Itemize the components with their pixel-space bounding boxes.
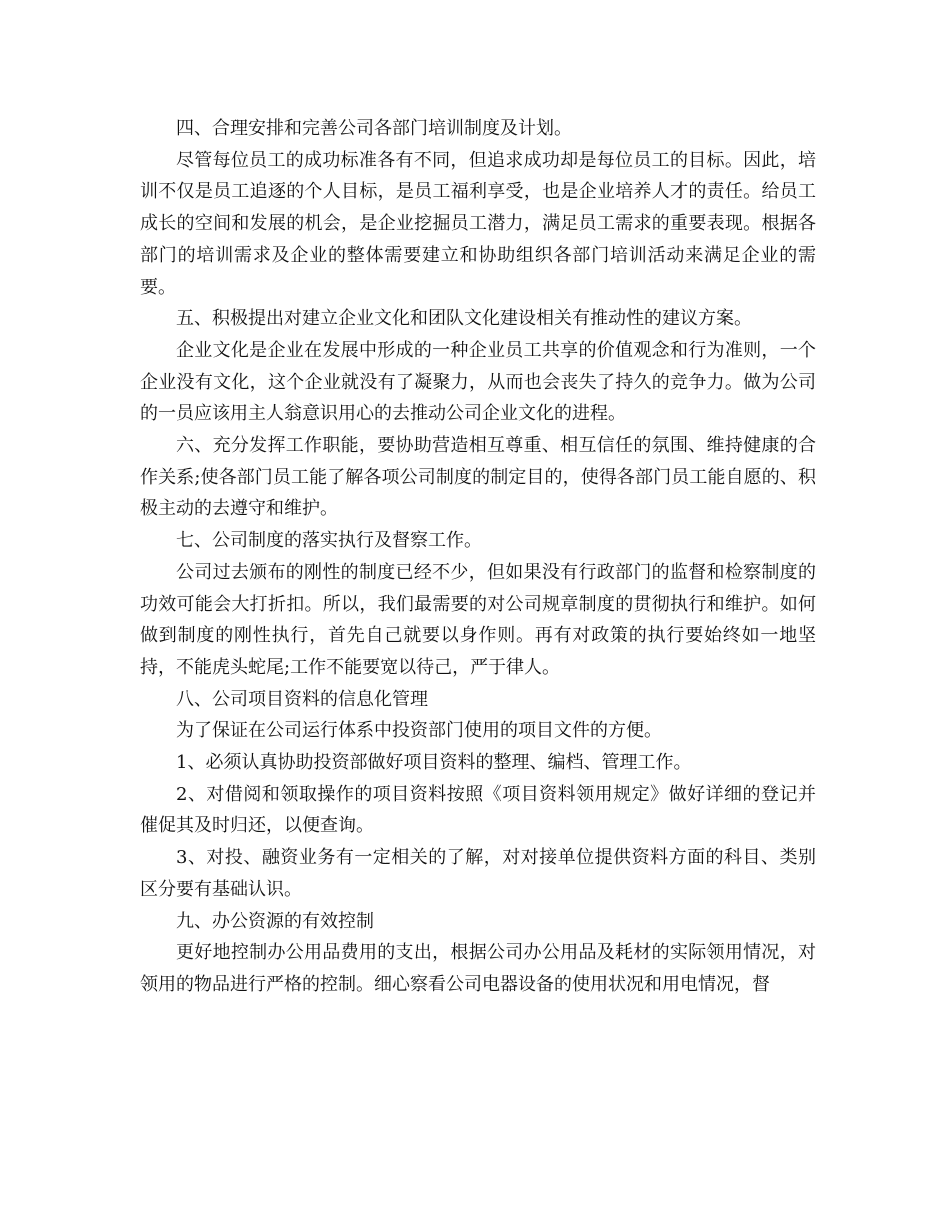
section-heading-6: 六、充分发挥工作职能，要协助营造相互尊重、相互信任的氛围、维持健康的合作关系;使各部门员工能了解各项公司制度的制定目的，使得各部门员工能自愿的、积极主动的去遵守和维护。 xyxy=(140,435,816,520)
section-heading-8: 八、公司项目资料的信息化管理 xyxy=(176,688,428,710)
section-heading-4: 四、合理安排和完善公司各部门培训制度及计划。 xyxy=(176,118,572,139)
list-item-2: 2、对借阅和领取操作的项目资料按照《项目资料领用规定》做好详细的登记并催促其及时归还，以便查询。 xyxy=(140,783,816,837)
list-item-1: 1、必须认真协助投资部做好项目资料的整理、编档、管理工作。 xyxy=(176,752,692,774)
list-item-3: 3、对投、融资业务有一定相关的了解，对对接单位提供资料方面的科目、类别区分要有基础认识。 xyxy=(140,847,816,900)
section-heading-5: 五、积极提出对建立企业文化和团队文化建设相关有推动性的建议方案。 xyxy=(176,308,752,330)
paragraph-regulations: 公司过去颁布的刚性的制度已经不少，但如果没有行政部门的监督和检察制度的功效可能会大打折扣。所以，我们最需要的对公司规章制度的贯彻执行和维护。如何做到制度的刚性执行，首先自己就要以身作则。再有对政策的执行要始终如一地坚持，不能虎头蛇尾;工作不能要宽以待己，严于律人。 xyxy=(140,561,816,678)
paragraph-project-files: 为了保证在公司运行体系中投资部门使用的项目文件的方便。 xyxy=(176,720,662,742)
section-heading-7: 七、公司制度的落实执行及督察工作。 xyxy=(176,530,482,552)
document-body xyxy=(140,113,816,1001)
paragraph-office-resources: 更好地控制办公用品费用的支出，根据公司办公用品及耗材的实际领用情况，对领用的物品进行严格的控制。细心察看公司电器设备的使用状况和用电情况，督 xyxy=(140,942,816,995)
section-heading-9: 九、办公资源的有效控制 xyxy=(176,910,374,932)
paragraph-culture: 企业文化是企业在发展中形成的一种企业员工共享的价值观念和行为准则，一个企业没有文化，这个企业就没有了凝聚力，从而也会丧失了持久的竞争力。做为公司的一员应该用主人翁意识用心的去推动公司企业文化的进程。 xyxy=(140,339,816,425)
paragraph-training: 尽管每位员工的成功标准各有不同，但追求成功却是每位员工的目标。因此，培训不仅是员工追逐的个人目标，是员工福利享受，也是企业培养人才的责任。给员工成长的空间和发展的机会，是企业挖掘员工潜力，满足员工需求的重要表现。根据各部门的培训需求及企业的整体需要建立和协助组织各部门培训活动来满足企业的需要。 xyxy=(140,149,816,298)
